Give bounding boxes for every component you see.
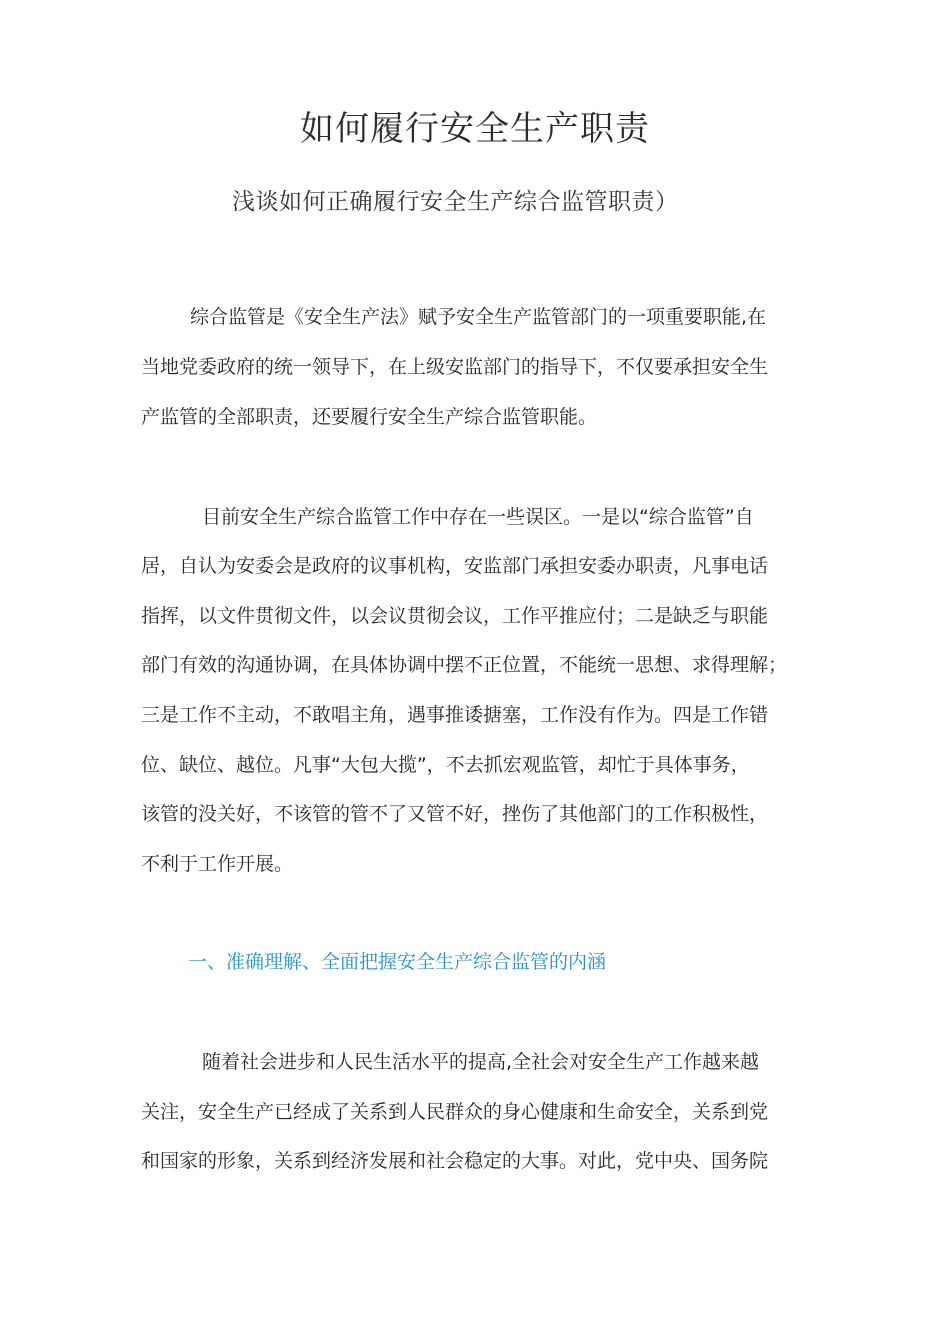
document-subtitle: 浅谈如何正确履行安全生产综合监管职责）: [232, 189, 679, 215]
paragraph-1-line-3: 产监管的全部职责，还要履行安全生产综合监管职能。: [141, 406, 598, 428]
paragraph-2-line-1: 目前安全生产综合监管工作中存在一些误区。一是以“综合监管”自: [202, 506, 754, 528]
paragraph-2-line-7: 该管的没关好，不该管的管不了又管不好，挫伤了其他部门的工作积极性，: [141, 803, 769, 825]
paragraph-3-line-3: 和国家的形象，关系到经济发展和社会稳定的大事。对此，党中央、国务院: [141, 1150, 769, 1172]
paragraph-3-line-2: 关注，安全生产已经成了关系到人民群众的身心健康和生命安全，关系到党: [141, 1101, 769, 1123]
paragraph-2-line-2: 居，自认为安委会是政府的议事机构，安监部门承担安委办职责，凡事电话: [141, 555, 769, 577]
paragraph-2-line-6: 位、缺位、越位。凡事“大包大揽”，不去抓宏观监管，却忙于具体事务，: [141, 754, 750, 776]
paragraph-2-line-4: 部门有效的沟通协调，在具体协调中摆不正位置，不能统一思想、求得理解；: [141, 654, 788, 676]
paragraph-1-line-1: 综合监管是《安全生产法》赋予安全生产监管部门的一项重要职能,在: [190, 306, 767, 328]
paragraph-2-line-3: 指挥，以文件贯彻文件，以会议贯彻会议，工作平推应付；二是缺乏与职能: [141, 605, 769, 627]
document-title: 如何履行安全生产职责: [300, 109, 650, 149]
paragraph-1-line-2: 当地党委政府的统一领导下，在上级安监部门的指导下，不仅要承担安全生: [141, 356, 769, 378]
paragraph-2-line-8: 不利于工作开展。: [141, 853, 294, 875]
paragraph-3-line-1: 随着社会进步和人民生活水平的提高,全社会对安全生产工作越来越: [202, 1051, 760, 1073]
section-heading: 一、准确理解、全面把握安全生产综合监管的内涵: [188, 951, 607, 973]
paragraph-2-line-5: 三是工作不主动，不敢唱主角，遇事推诿搪塞，工作没有作为。四是工作错: [141, 704, 769, 726]
